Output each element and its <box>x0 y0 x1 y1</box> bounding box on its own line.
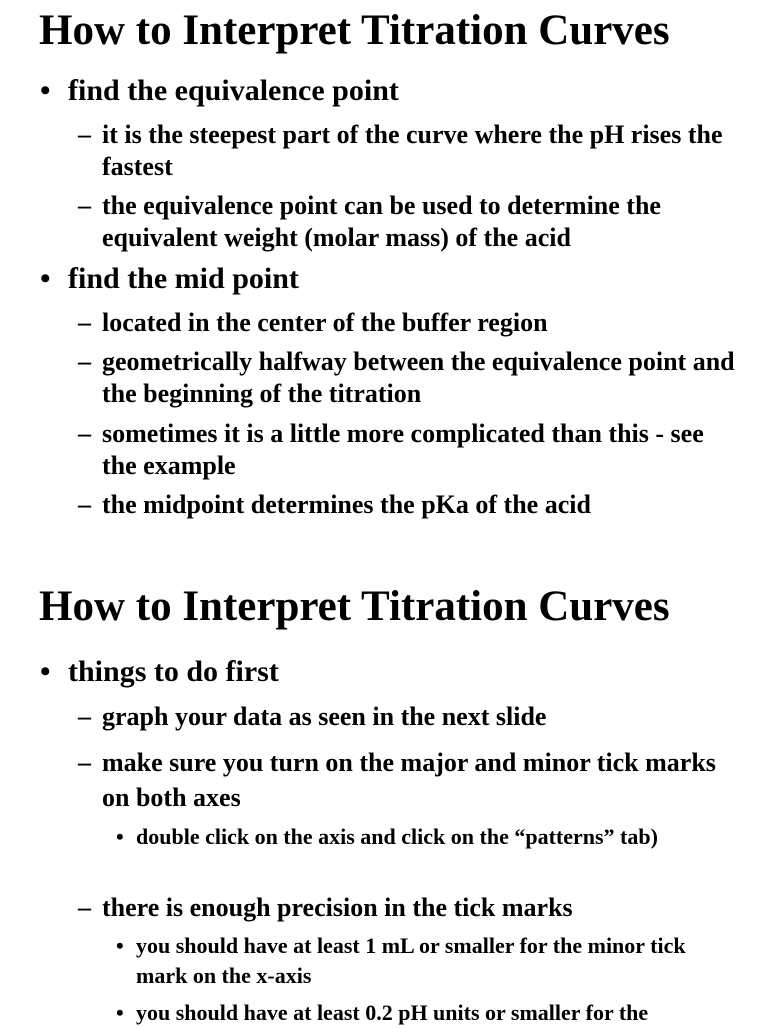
bullet-text: find the mid point <box>68 262 299 295</box>
sub-sub-bullet-text: you should have at least 1 mL or smaller for the minor tick mark on the x-axis <box>136 933 686 988</box>
sub-bullet-graph-data <box>78 701 738 733</box>
sub-bullet-text: there is enough precision in the tick marks <box>102 893 573 922</box>
bullet-marker: • <box>116 824 124 849</box>
sub-bullet-equivalent-weight <box>78 190 738 254</box>
dash-marker: – <box>78 490 91 519</box>
sub-sub-bullet-text: you should have at least 0.2 pH units or smaller for the <box>136 1000 649 1025</box>
bullet-marker: • <box>40 262 51 295</box>
slide-2-title: How to Interpret Titration Curves <box>39 583 670 630</box>
sub-bullet-enough-precision <box>78 892 738 924</box>
sub-bullet-text: the equivalence point can be used to determine the equivalent weight (molar mass) of the acid <box>102 191 661 252</box>
bullet-text: find the equivalence point <box>68 74 399 107</box>
sub-bullet-buffer-region <box>78 307 738 339</box>
sub-bullet-pka <box>78 489 738 521</box>
sub-bullet-geometrically-halfway <box>78 346 738 410</box>
dash-marker: – <box>78 748 91 777</box>
sub-bullet-more-complicated <box>78 418 738 482</box>
dash-marker: – <box>78 347 91 376</box>
sub-bullet-steepest-part <box>78 119 738 183</box>
bullet-marker: • <box>116 1000 124 1025</box>
dash-marker: – <box>78 702 91 731</box>
sub-bullet-text: sometimes it is a little more complicated than this - see the example <box>102 419 704 480</box>
sub-bullet-text: it is the steepest part of the curve where the pH rises the fastest <box>102 120 723 181</box>
sub-bullet-text: make sure you turn on the major and minor tick marks on both axes <box>102 748 716 812</box>
dash-marker: – <box>78 120 91 149</box>
dash-marker: – <box>78 308 91 337</box>
sub-bullet-text: graph your data as seen in the next slide <box>102 702 547 731</box>
sub-bullet-tick-marks-on <box>78 745 738 815</box>
dash-marker: – <box>78 893 91 922</box>
bullet-marker: • <box>40 655 51 688</box>
sub-bullet-text: located in the center of the buffer region <box>102 308 548 337</box>
bullet-text: things to do first <box>68 655 279 688</box>
sub-sub-bullet-text: double click on the axis and click on the “patterns” tab) <box>136 824 658 849</box>
dash-marker: – <box>78 419 91 448</box>
sub-sub-bullet-patterns-tab <box>116 822 741 852</box>
sub-bullet-text: the midpoint determines the pKa of the acid <box>102 490 591 519</box>
dash-marker: – <box>78 191 91 220</box>
sub-sub-bullet-x-axis <box>116 931 741 991</box>
sub-bullet-text: geometrically halfway between the equivalence point and the beginning of the titration <box>102 347 735 408</box>
bullet-marker: • <box>40 74 51 107</box>
bullet-marker: • <box>116 933 124 958</box>
slide-1-title: How to Interpret Titration Curves <box>39 7 670 54</box>
